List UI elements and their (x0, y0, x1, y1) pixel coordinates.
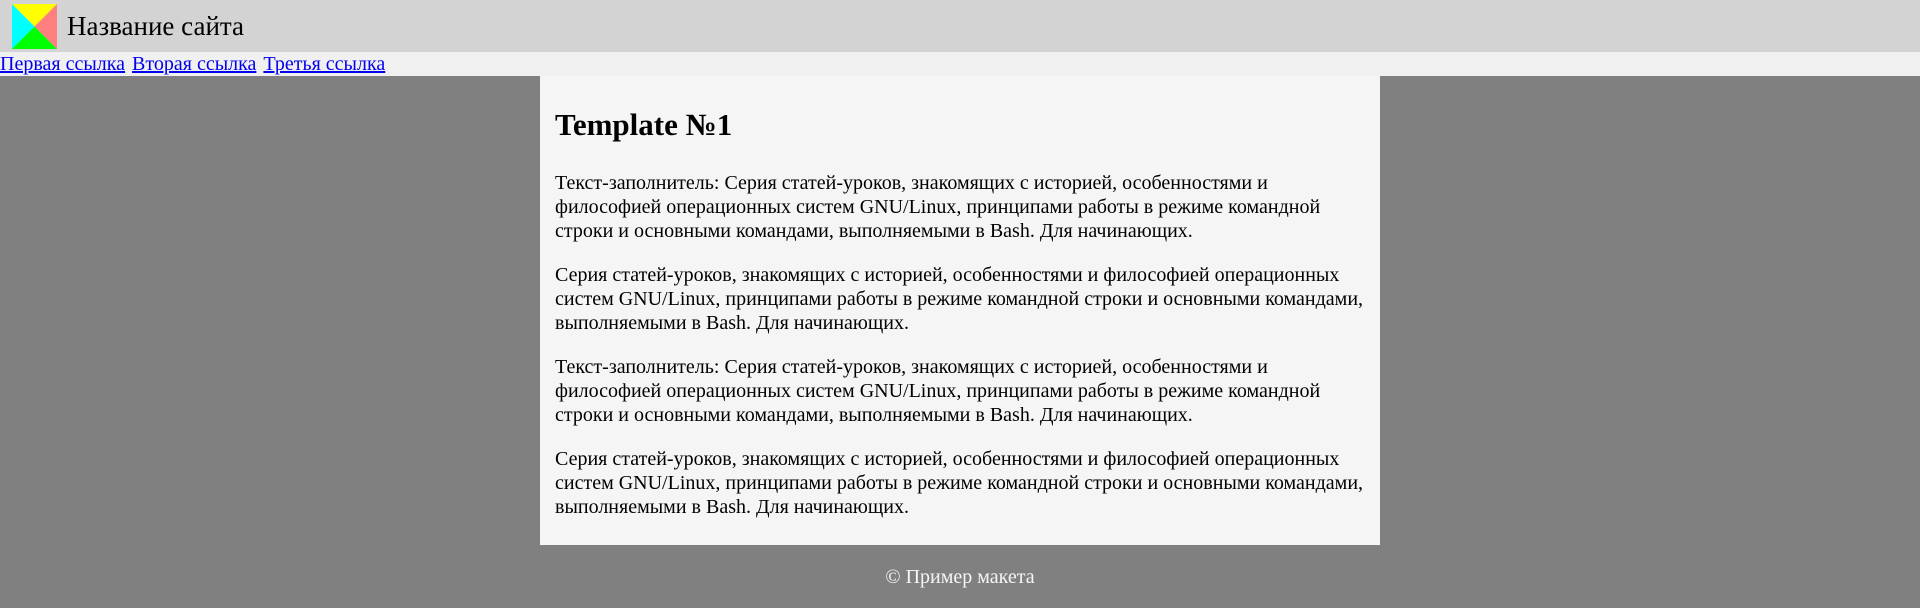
paragraph-3: Текст-заполнитель: Серия статей-уроков, знакомящих с историей, особенностями и философией операционных систем GNU/Linux, принципами работы в режиме командной строки и основными командами, выполняемыми в Bash. Для начинающих. (555, 355, 1321, 426)
site-logo-icon[interactable] (12, 4, 57, 49)
site-footer (0, 564, 1920, 590)
paragraph-1: Текст-заполнитель: Серия статей-уроков, знакомящих с историей, особенностями и философией операционных систем GNU/Linux, принципами работы в режиме командной строки и основными командами, выполняемыми в Bash. Для начинающих. (555, 171, 1321, 242)
main-content (540, 76, 1380, 545)
nav-link-first[interactable]: Первая ссылка (0, 53, 126, 75)
nav-link-second[interactable]: Вторая ссылка (132, 53, 257, 75)
top-nav (0, 52, 1920, 76)
nav-link-third[interactable]: Третья ссылка (263, 53, 386, 75)
site-header (0, 0, 1920, 52)
footer-copyright: © Пример макета (885, 566, 1035, 588)
page-heading: Template №1 (555, 107, 733, 142)
site-title: Название сайта (67, 10, 245, 41)
paragraph-2: Серия статей-уроков, знакомящих с историей, особенностями и философией операционных систем GNU/Linux, принципами работы в режиме командной строки и основными командами, выполняемыми в Bash. Для начинающих. (555, 263, 1364, 334)
paragraph-4: Серия статей-уроков, знакомящих с историей, особенностями и философией операционных систем GNU/Linux, принципами работы в режиме командной строки и основными командами, выполняемыми в Bash. Для начинающих. (555, 447, 1364, 518)
